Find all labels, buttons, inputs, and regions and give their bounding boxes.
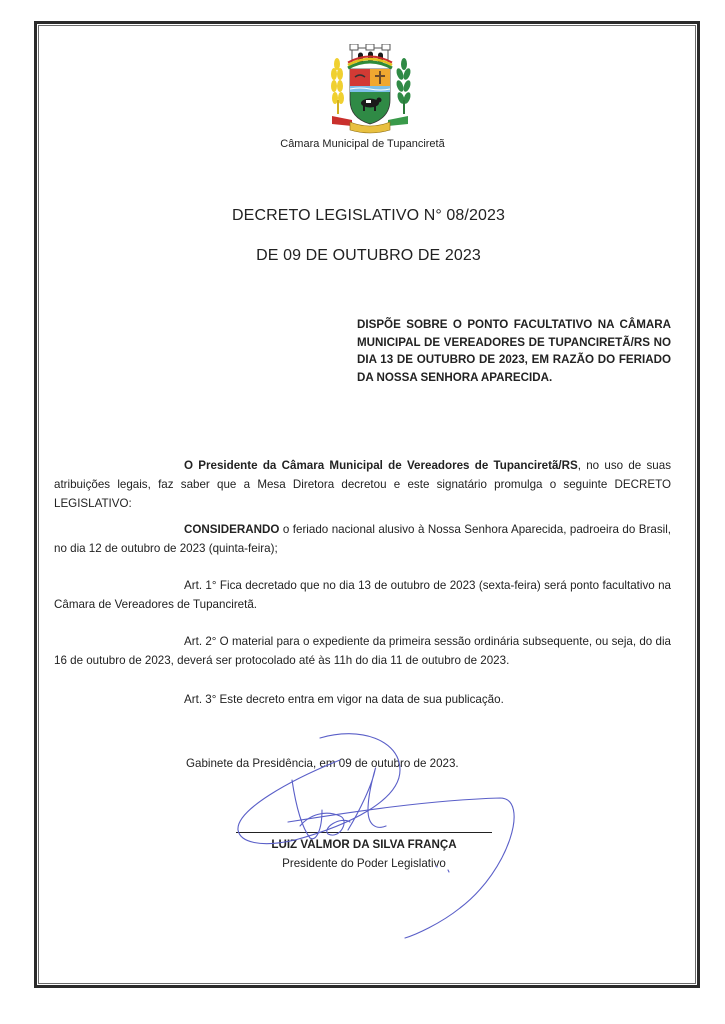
decree-summary: DISPÕE SOBRE O PONTO FACULTATIVO NA CÂMARA MUNICIPAL DE VEREADORES DE TUPANCIRETÃ/RS NO DIA 13 DE OUTUBRO DE 2023, EM RAZÃO DO FERIADO DA NOSSA SENHORA APARECIDA. (357, 318, 671, 384)
article-2-text: Art. 2° O material para o expediente da primeira sessão ordinária subsequente, ou seja, do dia 16 de outubro de 2023, deverá ser protocolado até às 11h do dia 11 de outubro de 2023. (54, 635, 671, 667)
preamble-bold: O Presidente da Câmara Municipal de Vereadores de Tupanciretã/RS (184, 459, 578, 472)
article-1-text: Art. 1° Fica decretado que no dia 13 de outubro de 2023 (sexta-feira) será ponto facultativo na Câmara de Vereadores de Tupanciretã. (54, 579, 671, 611)
municipal-coat-of-arms-icon (322, 44, 418, 136)
decree-date: DE 09 DE OUTUBRO DE 2023 (256, 247, 481, 264)
signatory-name: LUIZ VALMOR DA SILVA FRANÇA (271, 838, 457, 851)
closing-place-date: Gabinete da Presidência, em 09 de outubro de 2023. (186, 757, 459, 770)
preamble-text: , no uso de suas atribuições legais, faz saber que a Mesa Diretora decretou e este signatário promulga o seguinte DECRETO LEGISLATIVO: (54, 459, 671, 510)
shield (350, 69, 390, 124)
preamble-paragraph (54, 456, 671, 513)
decree-title: DECRETO LEGISLATIVO N° 08/2023 (232, 207, 505, 224)
branch-icon (395, 58, 412, 114)
article-3-text: Art. 3° Este decreto entra em vigor na data de sua publicação. (184, 693, 504, 706)
signature-line (236, 832, 492, 833)
considerando-text: o feriado nacional alusivo à Nossa Senhora Aparecida, padroeira do Brasil, no dia 12 de outubro de 2023 (quinta-feira); (54, 523, 671, 555)
article-3 (54, 690, 671, 709)
signatory-role: Presidente do Poder Legislativo (282, 857, 446, 870)
wheat-icon (331, 58, 344, 114)
considerando-bold: CONSIDERANDO (184, 523, 280, 536)
article-2 (54, 632, 671, 670)
institution-name: Câmara Municipal de Tupanciretã (280, 138, 445, 150)
considerando-paragraph (54, 520, 671, 558)
article-1 (54, 576, 671, 614)
